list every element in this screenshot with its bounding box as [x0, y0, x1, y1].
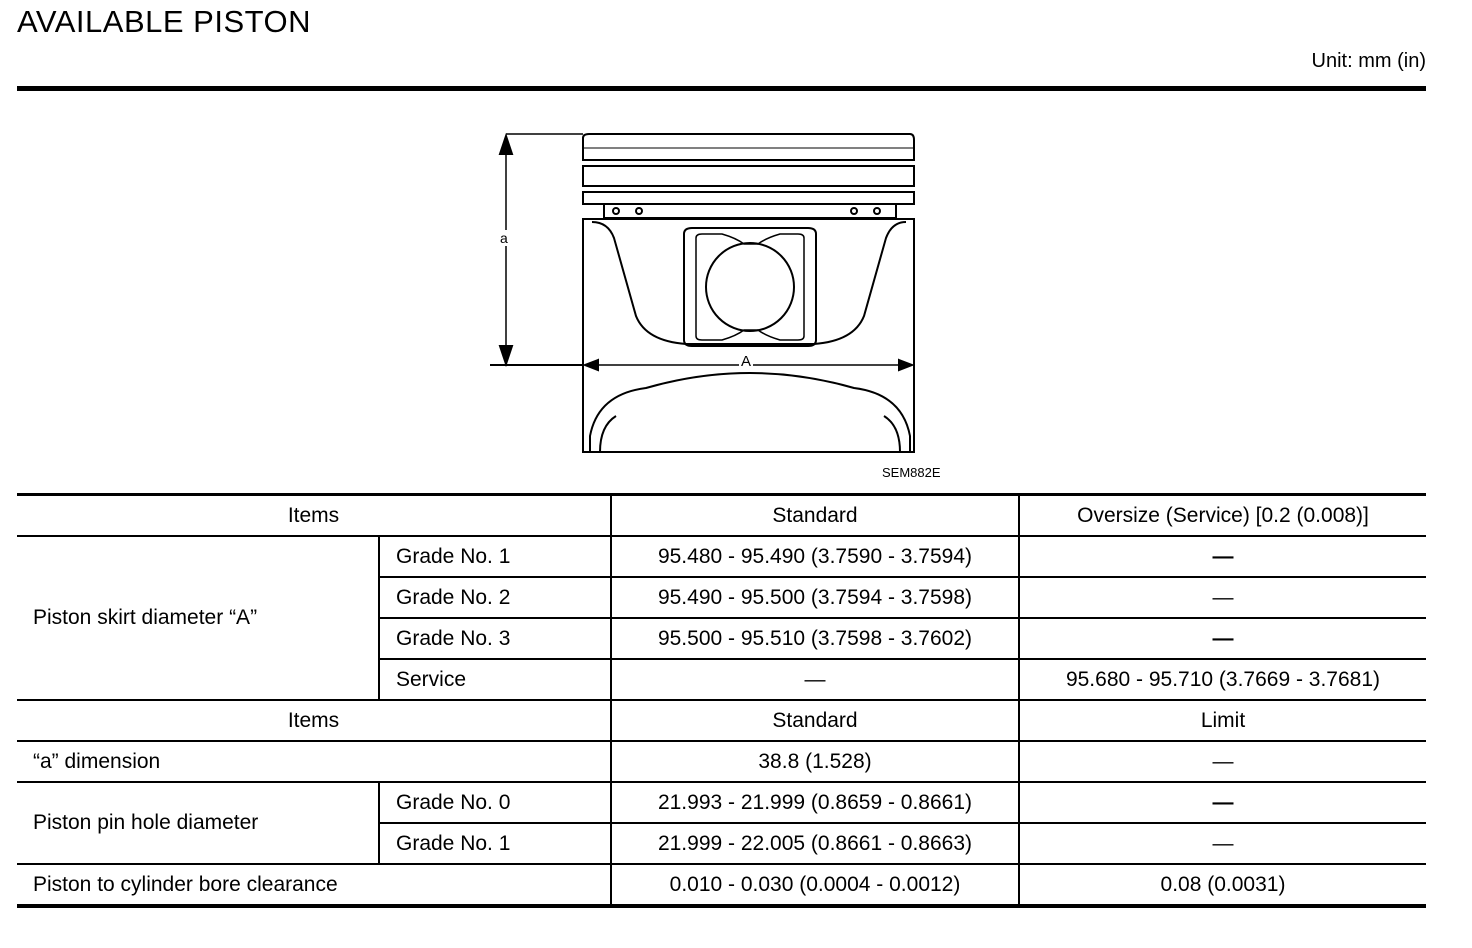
skirt-diameter-label: Piston skirt diameter “A”: [17, 536, 379, 700]
header-items: Items: [17, 495, 611, 537]
oversize-cell: —: [1019, 618, 1426, 659]
a-dimension-label: “a” dimension: [17, 741, 611, 782]
table-row: [17, 741, 1426, 782]
grade-cell: Grade No. 0: [379, 782, 611, 823]
top-divider: [17, 86, 1426, 91]
oversize-cell: 95.680 - 95.710 (3.7669 - 3.7681): [1019, 659, 1426, 700]
dimension-a-label: a: [500, 230, 508, 246]
table-header-row: [17, 700, 1426, 741]
table-header-row: [17, 495, 1426, 537]
unit-label: Unit: mm (in): [1311, 50, 1426, 72]
header-standard: Standard: [611, 495, 1019, 537]
grade-cell: Service: [379, 659, 611, 700]
grade-cell: Grade No. 1: [379, 536, 611, 577]
pin-hole-label: Piston pin hole diameter: [17, 782, 379, 864]
clearance-label: Piston to cylinder bore clearance: [17, 864, 611, 906]
grade-cell: Grade No. 1: [379, 823, 611, 864]
header-standard: Standard: [611, 700, 1019, 741]
piston-diagram: [486, 126, 926, 466]
table-row: [17, 782, 1426, 823]
oversize-cell: —: [1019, 577, 1426, 618]
standard-cell: 95.500 - 95.510 (3.7598 - 3.7602): [611, 618, 1019, 659]
oversize-cell: —: [1019, 536, 1426, 577]
limit-cell: —: [1019, 823, 1426, 864]
header-items: Items: [17, 700, 611, 741]
limit-cell: 0.08 (0.0031): [1019, 864, 1426, 906]
grade-cell: Grade No. 3: [379, 618, 611, 659]
figure-code: SEM882E: [882, 465, 941, 480]
limit-cell: —: [1019, 782, 1426, 823]
grade-cell: Grade No. 2: [379, 577, 611, 618]
dimension-A-label: A: [741, 353, 752, 370]
standard-cell: 95.480 - 95.490 (3.7590 - 3.7594): [611, 536, 1019, 577]
header-oversize: Oversize (Service) [0.2 (0.008)]: [1019, 495, 1426, 537]
page-title: AVAILABLE PISTON: [17, 4, 312, 39]
table-row: [17, 864, 1426, 906]
table-row: [17, 536, 1426, 577]
standard-cell: 0.010 - 0.030 (0.0004 - 0.0012): [611, 864, 1019, 906]
piston-spec-table: [17, 493, 1426, 908]
header-limit: Limit: [1019, 700, 1426, 741]
standard-cell: 21.993 - 21.999 (0.8659 - 0.8661): [611, 782, 1019, 823]
standard-cell: 38.8 (1.528): [611, 741, 1019, 782]
limit-cell: —: [1019, 741, 1426, 782]
standard-cell: 95.490 - 95.500 (3.7594 - 3.7598): [611, 577, 1019, 618]
standard-cell: —: [611, 659, 1019, 700]
standard-cell: 21.999 - 22.005 (0.8661 - 0.8663): [611, 823, 1019, 864]
